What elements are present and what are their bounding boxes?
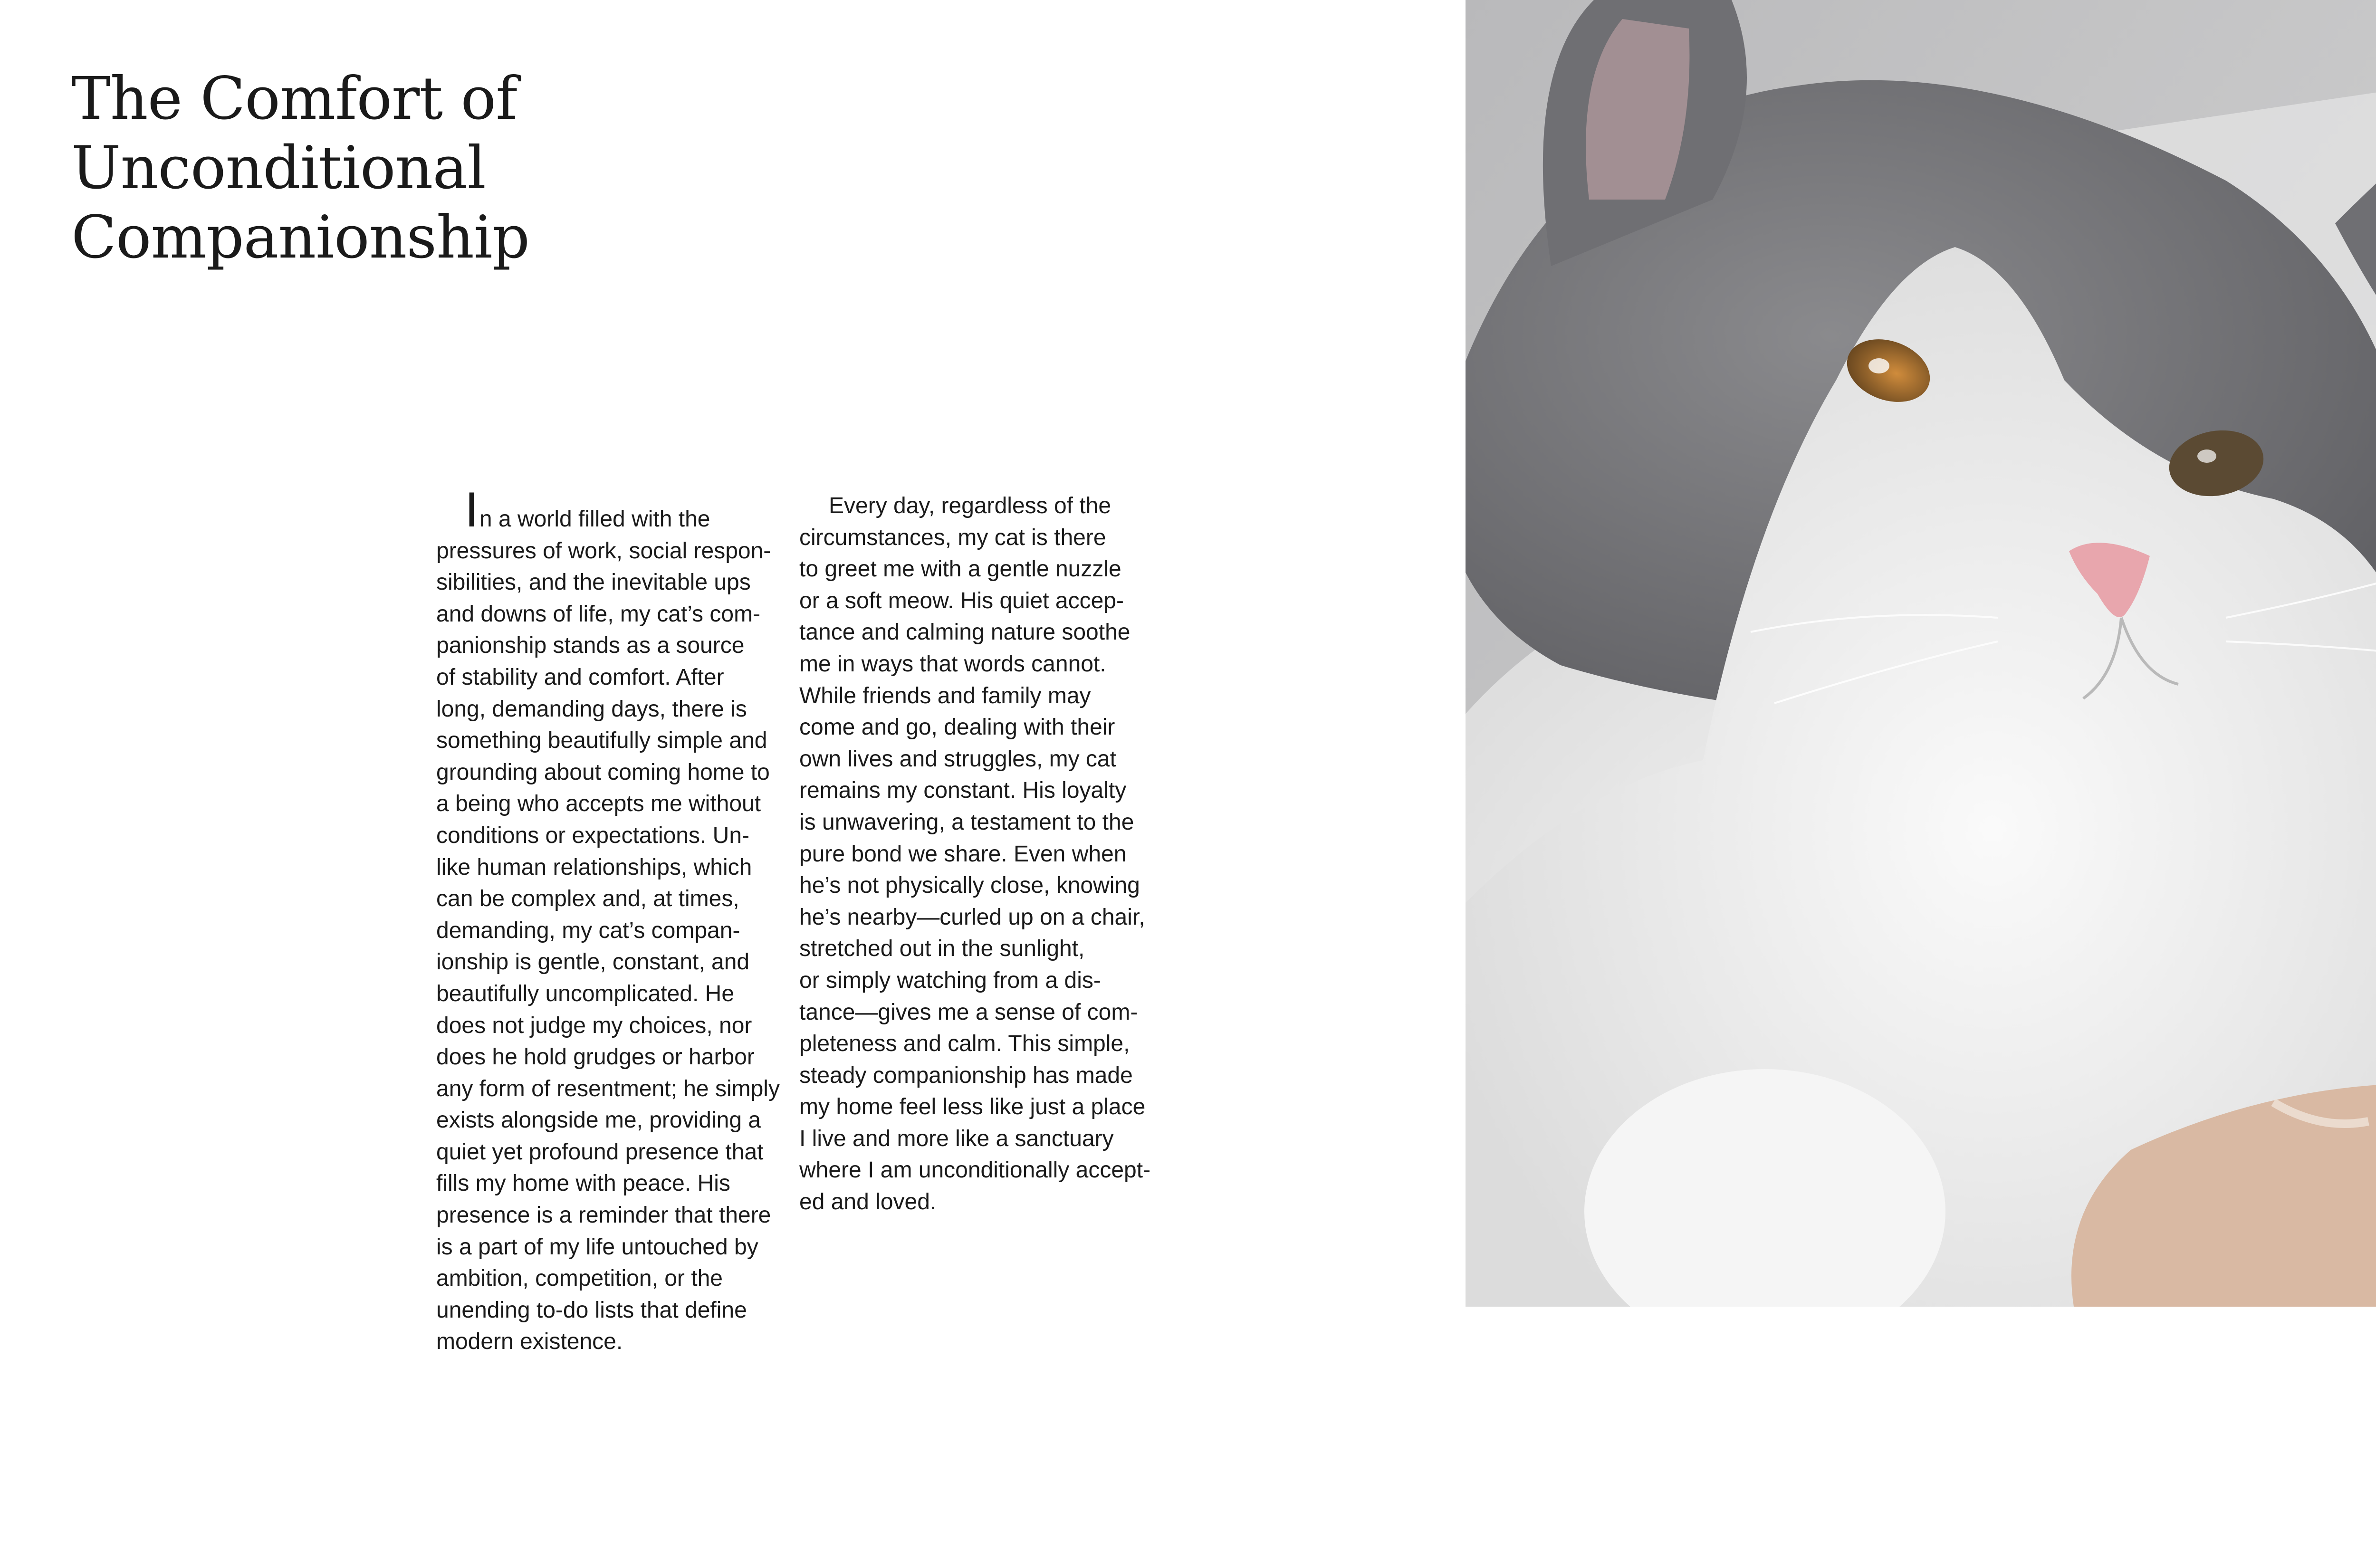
cat-photo [1466, 0, 2376, 1307]
body-line: can be complex and, at times, [436, 886, 739, 912]
body-line: he’s nearby—curled up on a chair, [799, 904, 1145, 930]
body-line: beautifully uncomplicated. He [436, 981, 735, 1006]
body-line: sibilities, and the inevitable ups [436, 570, 751, 595]
body-line: is unwavering, a testament to the [799, 809, 1134, 835]
body-line: stretched out in the sunlight, [799, 936, 1085, 962]
body-line: ed and loved. [799, 1189, 937, 1215]
body-line: grounding about coming home to [436, 759, 770, 785]
body-line: unending to-do lists that define [436, 1297, 747, 1323]
body-line: pure bond we share. Even when [799, 841, 1127, 867]
body-line: remains my constant. His loyalty [799, 778, 1127, 803]
body-line: any form of resentment; he simply [436, 1076, 780, 1101]
body-line: demanding, my cat’s compan- [436, 918, 740, 943]
body-line: does not judge my choices, nor [436, 1013, 752, 1038]
body-line: a being who accepts me without [436, 791, 761, 817]
body-line: pressures of work, social respon- [436, 538, 771, 564]
body-line: of stability and comfort. After [436, 664, 724, 690]
body-line: ambition, competition, or the [436, 1266, 723, 1291]
body-line: circumstances, my cat is there [799, 525, 1106, 550]
first-line: Every day, regardless of the [829, 493, 1111, 518]
cat-illustration [1466, 0, 2376, 1307]
body-line: quiet yet profound presence that [436, 1139, 764, 1165]
body-line: and downs of life, my cat’s com- [436, 601, 761, 627]
body-line: panionship stands as a source [436, 633, 745, 659]
first-line [436, 482, 788, 537]
title-line: Companionship [71, 203, 529, 272]
body-line: ionship is gentle, constant, and [436, 949, 750, 975]
body-line: come and go, dealing with their [799, 715, 1115, 740]
body-line: tance and calming nature soothe [799, 620, 1131, 645]
body-line: exists alongside me, providing a [436, 1108, 761, 1133]
body-line: fills my home with peace. His [436, 1171, 730, 1196]
body-line: my home feel less like just a place [799, 1094, 1146, 1120]
body-line: or simply watching from a dis- [799, 967, 1101, 993]
body-line: I live and more like a sanctuary [799, 1126, 1114, 1151]
body-line: steady companionship has made [799, 1062, 1133, 1088]
title-line: The Comfort of [71, 65, 517, 133]
body-line: he’s not physically close, knowing [799, 873, 1140, 899]
body-line: is a part of my life untouched by [436, 1234, 758, 1260]
body-line: like human relationships, which [436, 854, 752, 880]
article-title [71, 64, 689, 272]
body-line: long, demanding days, there is [436, 696, 747, 722]
body-line: where I am unconditionally accept- [799, 1157, 1151, 1183]
body-line: tance—gives me a sense of com- [799, 999, 1138, 1025]
body-line: presence is a reminder that there [436, 1203, 771, 1228]
body-line: or a soft meow. His quiet accep- [799, 588, 1124, 613]
body-line: to greet me with a gentle nuzzle [799, 556, 1121, 582]
body-column-left [436, 482, 788, 1358]
first-line-text: n a world filled with the [479, 507, 710, 532]
body-line: me in ways that words cannot. [799, 651, 1106, 677]
body-line: own lives and struggles, my cat [799, 746, 1116, 772]
drop-cap: I [465, 482, 479, 537]
title-line: Unconditional [71, 134, 486, 202]
body-line: While friends and family may [799, 683, 1091, 708]
body-column-right [799, 490, 1151, 1218]
body-line: modern existence. [436, 1329, 623, 1355]
body-line: pleteness and calm. This simple, [799, 1031, 1130, 1057]
body-line: does he hold grudges or harbor [436, 1044, 755, 1070]
body-line: conditions or expectations. Un- [436, 822, 750, 848]
body-line: something beautifully simple and [436, 728, 767, 754]
